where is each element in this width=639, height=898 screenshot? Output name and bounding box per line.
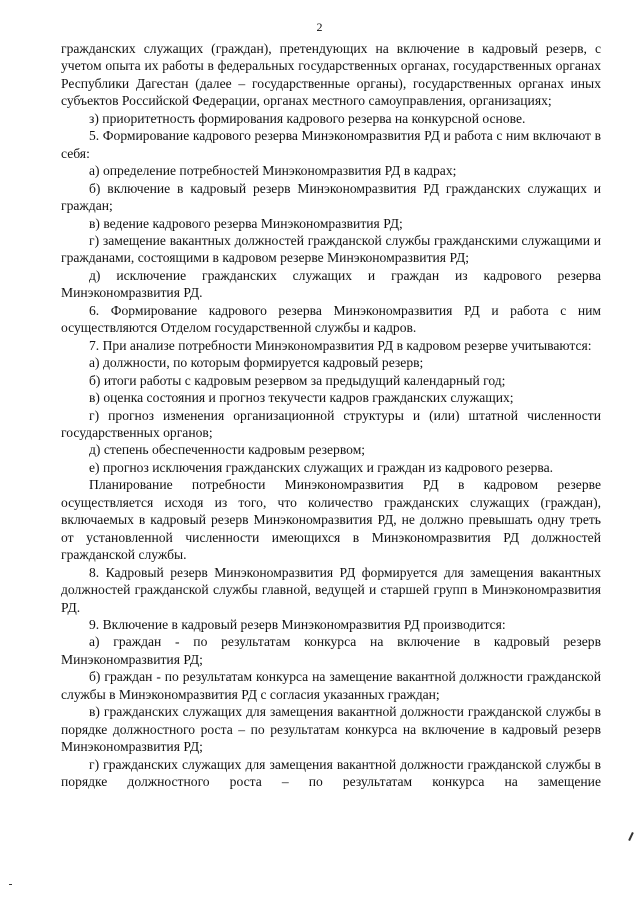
paragraph-item-z: з) приоритетность формирования кадрового резерва на конкурсной основе. [89,110,526,126]
paragraph-continuation: гражданских служащих (граждан), претендующих на включение в кадровый резерв, с учетом опыта их работы в федеральных государственных органах, государственных органах Республики Дагестан (далее – государственные органы), государственных органах иных субъектов Российской Федерации, органах местного самоуправления, организациях; [61,41,601,109]
paragraph-item-v: в) ведение кадрового резерва Минэкономразвития РД; [89,215,403,231]
paragraph-item-g: г) гражданских служащих для замещения вакантной должности гражданской службы в порядке должностного роста – по результатам конкурса на замещение [61,756,601,790]
paragraph-item-a: а) определение потребностей Минэкономразвития РД в кадрах; [89,163,457,179]
paragraph-item-b: б) итоги работы с кадровым резервом за предыдущий календарный год; [89,372,506,388]
paragraph-item-a: а) граждан - по результатам конкурса на включение в кадровый резерв Минэкономразвития РД; [61,634,601,667]
paragraph-section-8: 8. Кадровый резерв Минэкономразвития РД формируется для замещения вакантных должностей гражданской службы главной, ведущей и старшей групп в Минэкономразвития РД. [61,564,601,615]
paragraph-section-7: 7. При анализе потребности Минэкономразвития РД в кадровом резерве учитываются: [89,337,592,353]
paragraph-item-a: а) должности, по которым формируется кадровый резерв; [89,355,424,371]
paragraph-item-b: б) граждан - по результатам конкурса на замещение вакантной должности гражданской службы в Минэкономразвития РД с согласия указанных граждан; [61,669,601,702]
paragraph-item-v: в) гражданских служащих для замещения вакантной должности гражданской службы в порядке должностного роста – по результатам конкурса на включение в кадровый резерв Минэкономразвития РД; [61,704,601,755]
paragraph-item-g: г) замещение вакантных должностей гражданской службы гражданскими служащими и гражданами, состоящими в кадровом резерве Минэкономразвития РД; [61,232,601,266]
paragraph-item-d: д) исключение гражданских служащих и граждан из кадрового резерва Минэкономразвития РД. [61,267,601,301]
paragraph-section-5: 5. Формирование кадрового резерва Минэкономразвития РД и работа с ним включают в себя: [61,128,601,161]
paragraph-planning: Планирование потребности Минэкономразвития РД в кадровом резерве осуществляется исходя из того, что количество гражданских служащих (граждан), включаемых в кадровый резерв Минэкономразвития РД, не должно превышать одну треть от установленной численности имеющихся в Минэкономразвития РД должностей гражданской службы. [61,477,601,563]
scan-mark [628,832,634,841]
paragraph-item-d: д) степень обеспеченности кадровым резервом; [89,442,366,458]
paragraph-section-9: 9. Включение в кадровый резерв Минэкономразвития РД производится: [89,616,506,632]
paragraph-item-g: г) прогноз изменения организационной структуры и (или) штатной численности государственных органов; [61,407,601,440]
document-body [61,40,601,790]
scan-mark [9,884,12,885]
paragraph-item-e: е) прогноз исключения гражданских служащих и граждан из кадрового резерва. [89,459,554,475]
paragraph-item-v: в) оценка состояния и прогноз текучести кадров гражданских служащих; [89,390,514,406]
page-number: 2 [316,20,323,34]
paragraph-item-b: б) включение в кадровый резерв Минэкономразвития РД гражданских служащих и граждан; [61,180,601,214]
paragraph-section-6: 6. Формирование кадрового резерва Минэкономразвития РД и работа с ним осуществляются Отделом государственной службы и кадров. [61,302,601,336]
